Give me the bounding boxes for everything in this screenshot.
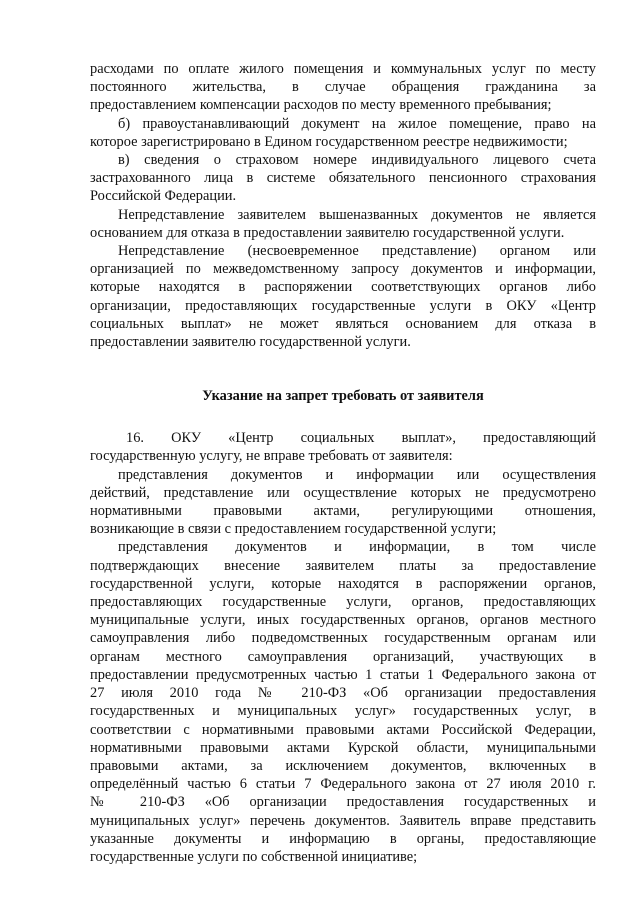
text-line: расходами по оплате жилого помещения и коммунальных услуг по месту: [90, 61, 596, 77]
text-line: действий, представление или осуществление которых не предусмотрено: [90, 484, 596, 501]
paragraph-block-2: [90, 429, 596, 866]
text-line: предоставляющих государственные услуги, органов, предоставляющих: [90, 594, 596, 611]
text-line: представления документов и информации, в том числе: [118, 539, 596, 556]
text-line: муниципальные услуги, иных государственных органов, органов местного: [90, 612, 596, 629]
text-line: социальных выплат» не может являться основанием для отказа в: [90, 315, 596, 332]
text-line: 16. ОКУ «Центр социальных выплат», предоставляющий: [126, 430, 596, 447]
text-line: № 210-ФЗ «Об организации предоставления государственных и: [90, 794, 596, 811]
text-line: соответствии с нормативными правовыми актами Российской Федерации,: [90, 721, 596, 738]
text-line: муниципальных услуг» перечень документов. Заявитель вправе представить: [90, 812, 596, 829]
text-line: постоянного жительства, в случае обращения гражданина за: [90, 79, 596, 96]
text-line: основанием для отказа в предоставлении заявителю государственной услуги.: [90, 224, 565, 241]
text-line: представления документов и информации или осуществления: [118, 466, 596, 483]
text-line: указанные документы и информацию в органы, предоставляющие: [90, 830, 596, 847]
document-body: [90, 60, 596, 866]
text-line: в) сведения о страховом номере индивидуального лицевого счета: [118, 152, 596, 169]
text-line: органам местного самоуправления организаций, участвующих в: [90, 648, 596, 665]
paragraph-block-1: [90, 60, 596, 351]
text-line: которые находятся в распоряжении соответствующих органов либо: [90, 279, 596, 296]
text-line: правовыми актами, за исключением документов, включенных в: [90, 757, 596, 774]
text-line: Непредставление (несвоевременное представление) органом или: [118, 243, 596, 260]
text-line: организации, предоставляющих государственные услуги в ОКУ «Центр: [90, 297, 596, 314]
text-line: предоставлением компенсации расходов по месту временного пребывания;: [90, 97, 552, 114]
text-line: 27 июля 2010 года № 210-ФЗ «Об организации предоставления: [90, 685, 596, 702]
text-line: застрахованного лица в системе обязательного пенсионного страхования: [90, 170, 596, 187]
text-line: государственной услуги, которые находятся в распоряжении органов,: [90, 575, 596, 592]
text-line: государственные услуги по собственной инициативе;: [90, 848, 418, 865]
section-heading: Указание на запрет требовать от заявителя: [202, 388, 484, 405]
text-line: государственных и муниципальных услуг» государственных услуг, в: [90, 703, 596, 720]
text-line: Непредставление заявителем вышеназванных документов не является: [118, 206, 596, 223]
text-line: государственную услугу, не вправе требовать от заявителя:: [90, 448, 453, 465]
text-line: предоставлении предусмотренных частью 1 статьи 1 Федерального закона от: [90, 666, 596, 683]
text-line: б) правоустанавливающий документ на жилое помещение, право на: [118, 115, 596, 132]
text-line: организацией по межведомственному запросу документов и информации,: [90, 261, 596, 278]
text-line: самоуправления либо подведомственных государственным органам или: [90, 630, 596, 647]
text-line: которое зарегистрировано в Едином государственном реестре недвижимости;: [90, 133, 568, 150]
text-line: предоставлении заявителю государственной услуги.: [90, 334, 411, 351]
text-line: подтверждающих внесение заявителем платы за предоставление: [90, 557, 596, 574]
text-line: нормативными правовыми актами Курской области, муниципальными: [90, 739, 596, 756]
text-line: определённый частью 6 статьи 7 Федерального закона от 27 июля 2010 г.: [90, 776, 596, 793]
text-line: нормативными правовыми актами, регулирующими отношения,: [90, 503, 596, 520]
text-line: Российской Федерации.: [90, 188, 237, 205]
text-line: возникающие в связи с предоставлением государственной услуги;: [90, 521, 497, 538]
